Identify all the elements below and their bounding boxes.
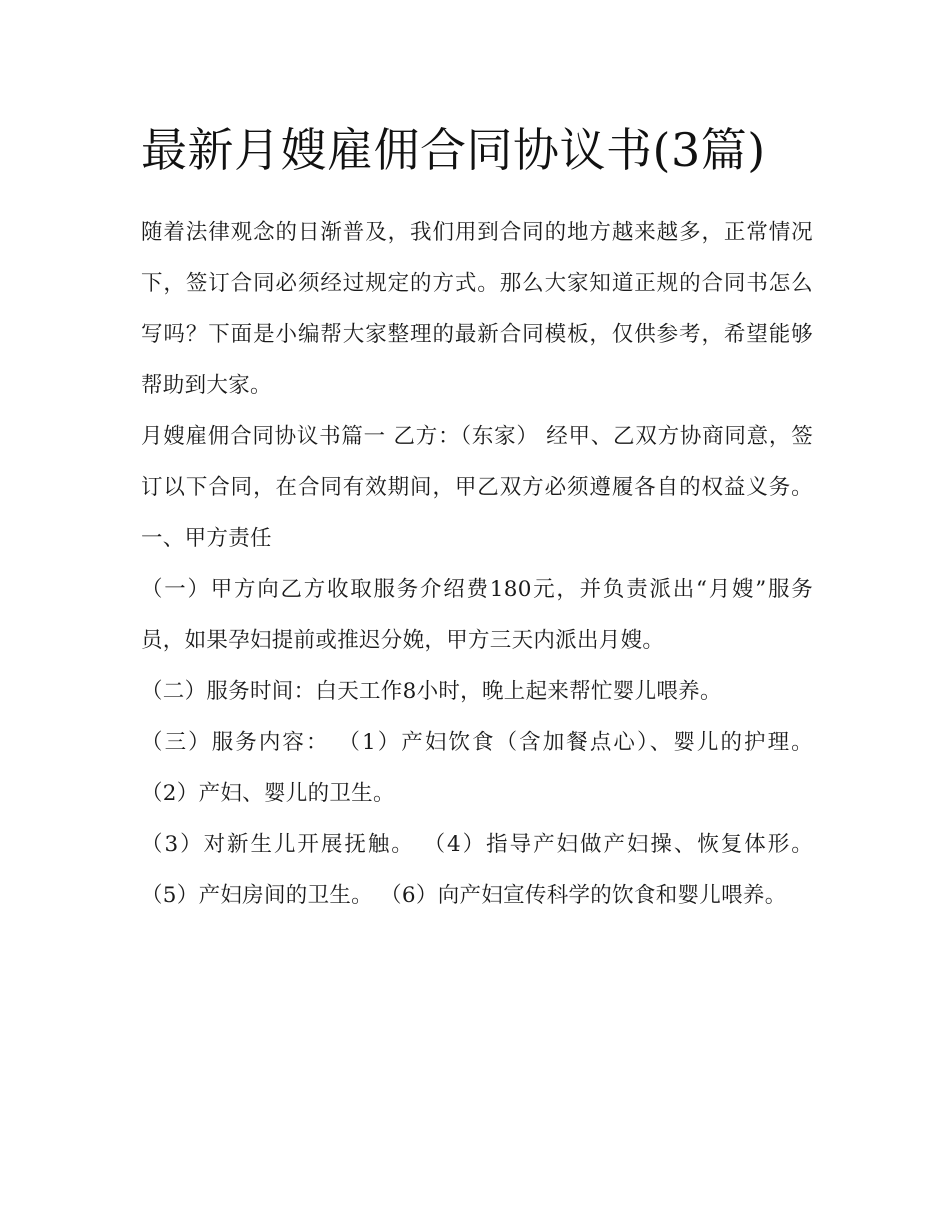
contract-opening-paragraph: 月嫂雇佣合同协议书篇一 乙方：（东家） 经甲、乙双方协商同意，签订以下合同，在合同有效期间，甲乙双方必须遵履各自的权益义务。 一、甲方责任 <box>141 424 813 551</box>
clause-3-continued-paragraph: （3）对新生儿开展抚触。 （4）指导产妇做产妇操、恢复体形。 （5）产妇房间的卫生。 （6）向产妇宣传科学的饮食和婴儿喂养。 <box>141 832 813 908</box>
intro-paragraph: 随着法律观念的日渐普及，我们用到合同的地方越来越多，正常情况下，签订合同必须经过规定的方式。那么大家知道正规的合同书怎么写吗？下面是小编帮大家整理的最新合同模板，仅供参考，希望能够帮助到大家。 <box>141 220 813 398</box>
clause-2-paragraph: （二）服务时间：白天工作8小时，晚上起来帮忙婴儿喂养。 <box>141 679 722 704</box>
clause-3-paragraph: （三）服务内容： （1）产妇饮食（含加餐点心）、婴儿的护理。 （2）产妇、婴儿的卫生。 <box>141 730 813 806</box>
document-title: 最新月嫂雇佣合同协议书(3篇) <box>141 123 766 177</box>
clause-1-paragraph: （一）甲方向乙方收取服务介绍费180元，并负责派出“月嫂”服务员，如果孕妇提前或推迟分娩，甲方三天内派出月嫂。 <box>141 577 813 653</box>
document-page <box>141 112 813 921</box>
document-body <box>141 207 813 921</box>
